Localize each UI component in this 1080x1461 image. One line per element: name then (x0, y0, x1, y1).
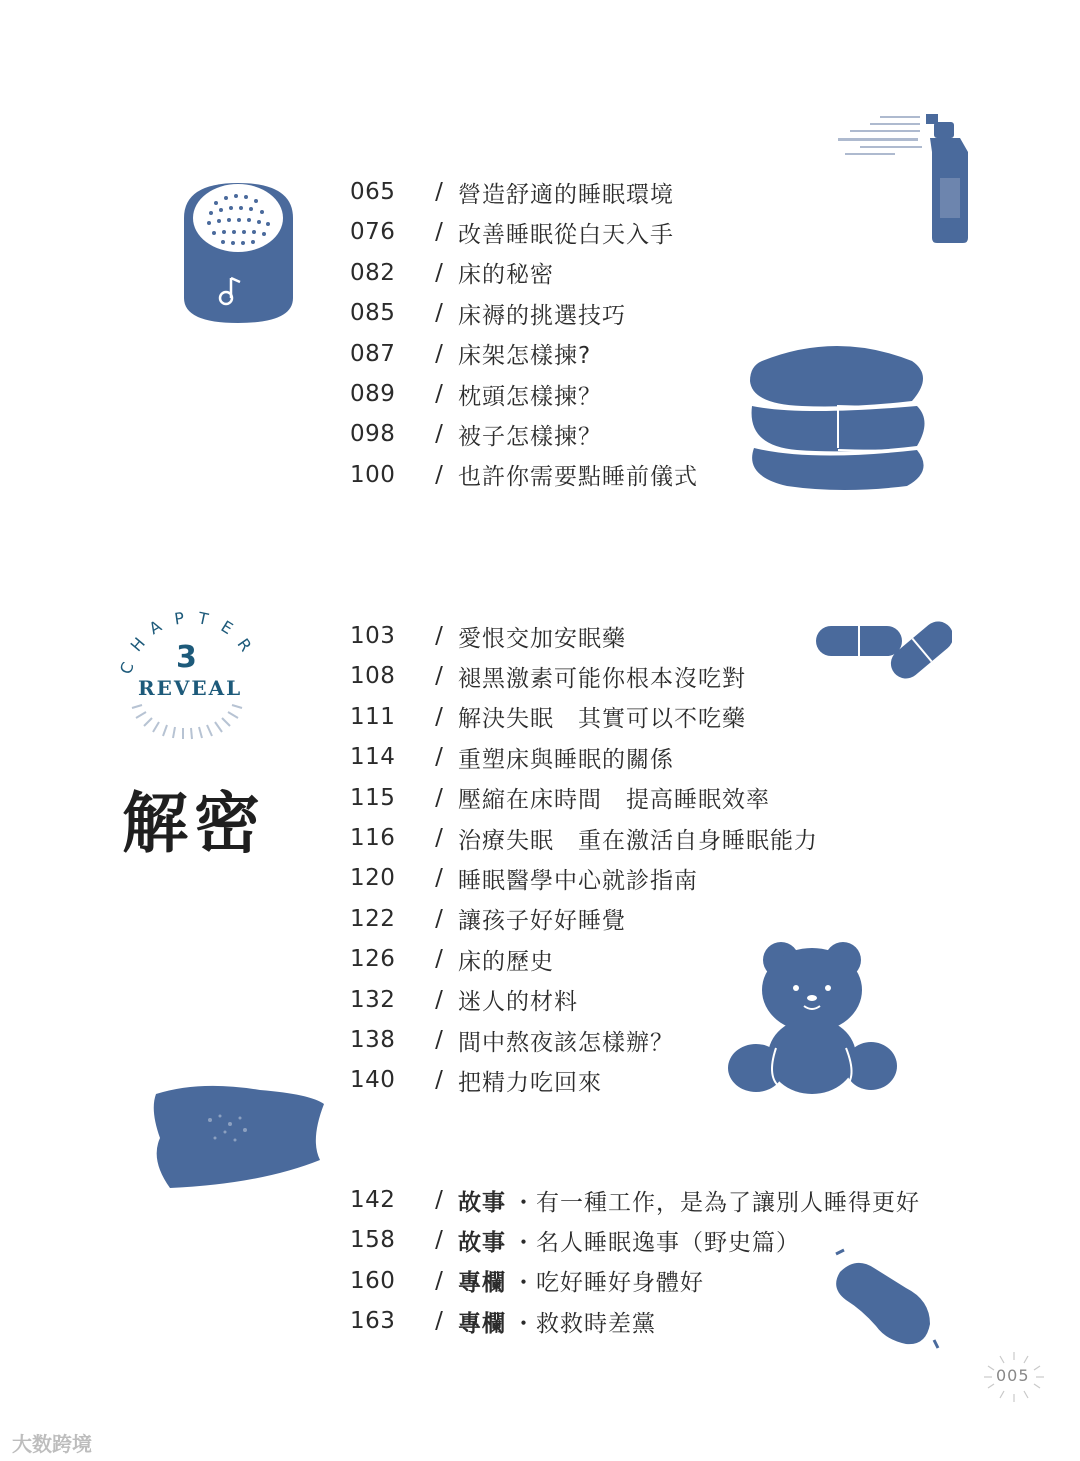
toc-row (350, 980, 578, 1020)
toc-row (350, 697, 746, 737)
toc-separator: / (435, 1187, 443, 1213)
toc-page-number: 108 (350, 663, 396, 690)
toc-page-number: 142 (350, 1187, 396, 1213)
toc-entry-title (458, 1224, 800, 1257)
toc-separator: / (435, 179, 443, 205)
toc-separator: / (435, 300, 443, 327)
toc-page-number: 089 (350, 381, 396, 407)
toc-row (350, 455, 698, 495)
toc-row (350, 1180, 920, 1220)
toc-page-number: 116 (350, 825, 396, 851)
toc-page-number: 076 (350, 219, 396, 246)
folded-blanket-icon (742, 336, 934, 494)
toc-separator: / (435, 340, 443, 367)
toc-separator: / (435, 986, 443, 1013)
chapter-number: 3 (176, 640, 197, 675)
toc-row (350, 818, 818, 858)
toc-entry-title: 重塑床與睡眠的關係 (458, 746, 674, 773)
toc-page-number: 122 (350, 905, 396, 932)
toc-separator: / (435, 946, 443, 973)
toc-page-number: 160 (350, 1267, 396, 1294)
chapter-letter: C (115, 659, 138, 677)
toc-row (350, 212, 674, 252)
toc-row (350, 1020, 674, 1060)
toc-page-number: 114 (350, 744, 396, 771)
page-number: 005 (996, 1366, 1030, 1385)
toc-row (350, 1060, 602, 1100)
toc-page-number: 132 (350, 986, 396, 1013)
toc-page-number: 082 (350, 259, 396, 286)
toc-entry-title (458, 1264, 704, 1297)
toc-separator: / (435, 905, 443, 932)
toc-row (350, 414, 602, 454)
toc-separator: / (435, 623, 443, 649)
toc-page-number: 098 (350, 421, 396, 448)
toc-separator: / (435, 663, 443, 690)
toc-separator: / (435, 461, 443, 488)
pills-icon (812, 612, 952, 682)
toc-page-number: 120 (350, 865, 396, 892)
toc-row (350, 737, 674, 777)
toc-entry-title (458, 1184, 920, 1217)
toc-page-number: 065 (350, 179, 396, 205)
toc-separator: / (435, 703, 443, 730)
toc-page-number: 138 (350, 1027, 396, 1053)
svg-text:T: T (196, 608, 210, 629)
toc-entry-subtitle: ・吃好睡好身體好 (512, 1270, 704, 1297)
toc-entry-title: 間中熬夜該怎樣辦？ (458, 1029, 674, 1056)
toc-separator: / (435, 421, 443, 448)
toc-page-number: 100 (350, 461, 396, 488)
toc-entry-subtitle: ・救救時差黨 (512, 1310, 656, 1337)
chapter-name-zh: 解密 (122, 785, 266, 862)
spray-bottle-icon (830, 108, 975, 248)
toc-entry-title: 床褥的挑選技巧 (458, 302, 626, 329)
toc-row (350, 253, 554, 293)
svg-text:H: H (126, 633, 149, 656)
toc-separator: / (435, 381, 443, 407)
toc-page-number: 111 (350, 703, 396, 730)
toc-entry-label: 故事 (458, 1229, 506, 1256)
toc-entry-title (458, 1305, 656, 1338)
toc-row (350, 899, 626, 939)
toc-entry-title: 讓孩子好好睡覺 (458, 908, 626, 935)
toc-entry-title: 改善睡眠從白天入手 (458, 221, 674, 248)
toc-entry-label: 故事 (458, 1189, 506, 1216)
toc-entry-title: 把精力吃回來 (458, 1069, 602, 1096)
toc-row (350, 172, 674, 212)
toc-row (350, 939, 554, 979)
toc-page-number: 085 (350, 300, 396, 327)
toc-entry-title: 營造舒適的睡眠環境 (458, 181, 674, 208)
toc-page-number: 087 (350, 340, 396, 367)
svg-text:E: E (217, 616, 237, 639)
toc-row (350, 374, 602, 414)
toc-separator: / (435, 219, 443, 246)
toc-page-number: 158 (350, 1227, 396, 1254)
toc-row (350, 293, 626, 333)
toc-entry-title: 睡眠醫學中心就診指南 (458, 867, 698, 894)
toc-entry-subtitle: ・有一種工作，是為了讓別人睡得更好 (512, 1189, 920, 1216)
toc-entry-label: 專欄 (458, 1270, 506, 1297)
watermark-text: 大数跨境 (12, 1432, 92, 1456)
toc-row (350, 334, 591, 374)
toc-entry-label: 專欄 (458, 1310, 506, 1337)
toc-separator: / (435, 1027, 443, 1053)
toc-row (350, 1220, 800, 1260)
toc-entry-title: 床的秘密 (458, 262, 554, 289)
toc-row (350, 1261, 704, 1301)
toc-page-number: 115 (350, 784, 396, 811)
toc-page-number: 140 (350, 1067, 396, 1094)
smart-speaker-icon (176, 178, 301, 328)
toc-entry-title: 床的歷史 (458, 948, 554, 975)
toc-separator: / (435, 825, 443, 851)
toc-separator: / (435, 784, 443, 811)
toc-entry-title: 治療失眠 重在激活自身睡眠能力 (458, 827, 818, 854)
toc-separator: / (435, 865, 443, 892)
toc-entry-title: 解決失眠 其實可以不吃藥 (458, 706, 746, 733)
svg-text:R: R (233, 634, 256, 655)
teddy-bear-icon (726, 938, 898, 1098)
toc-row (350, 616, 626, 656)
chapter-name-en: REVEAL (138, 676, 243, 700)
toc-separator: / (435, 1308, 443, 1335)
toc-separator: / (435, 1227, 443, 1254)
toc-row (350, 858, 698, 898)
pillow-icon (150, 1080, 328, 1192)
toc-separator: / (435, 1067, 443, 1094)
toc-entry-title: 被子怎樣揀？ (458, 423, 602, 450)
toc-entry-title: 愛恨交加安眠藥 (458, 625, 626, 652)
toc-separator: / (435, 1267, 443, 1294)
svg-text:P: P (173, 608, 186, 629)
toc-entry-title: 褪黑激素可能你根本沒吃對 (458, 665, 746, 692)
toc-entry-title: 壓縮在床時間 提高睡眠效率 (458, 787, 770, 814)
toc-entry-title: 也許你需要點睡前儀式 (458, 464, 698, 491)
toc-entry-title: 迷人的材料 (458, 989, 578, 1016)
toc-separator: / (435, 259, 443, 286)
toc-row (350, 778, 770, 818)
toc-entry-title: 枕頭怎樣揀？ (458, 383, 602, 410)
toc-entry-title: 床架怎樣揀? (458, 343, 592, 370)
toc-entry-subtitle: ・名人睡眠逸事（野史篇） (512, 1229, 800, 1256)
svg-text:A: A (145, 616, 165, 639)
toc-row (350, 656, 746, 696)
sleep-mask-icon (826, 1248, 944, 1352)
toc-row (350, 1301, 656, 1341)
toc-page-number: 103 (350, 623, 396, 649)
toc-page-number: 163 (350, 1308, 396, 1335)
toc-page-number: 126 (350, 946, 396, 973)
toc-separator: / (435, 744, 443, 771)
watermark (12, 1428, 92, 1457)
